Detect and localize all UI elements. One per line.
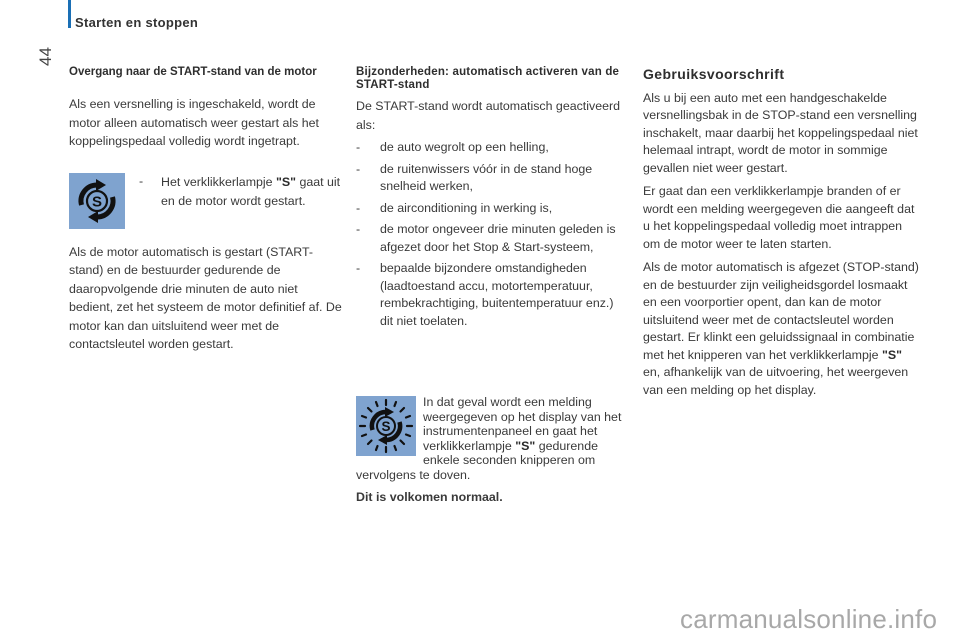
indicator-text	[161, 173, 344, 211]
list-item-text: de motor ongeveer drie minuten geleden is afgezet door het Stop & Start-systeem,	[380, 222, 616, 254]
paragraph-gear-engaged: Als een versnelling is ingeschakeld, wordt de motor alleen automatisch weer gestart als het koppelingspedaal volledig wordt ingetrapt.	[69, 97, 320, 148]
list-item	[356, 260, 626, 330]
activation-conditions-list	[356, 139, 626, 330]
list-item	[356, 161, 626, 196]
list-item	[356, 200, 626, 218]
heading-auto-activation: Bijzonderheden: automatisch activeren van de START-stand	[356, 66, 620, 91]
seatbelt-s-label: "S"	[881, 347, 902, 362]
paragraph-definitive-stop: Als de motor automatisch is gestart (START-stand) en de bestuurder gedurende de daaropvolgende drie minuten de auto niet bedient, zet het systeem de motor definitief af. De motor kan dan uitsluitend weer met de contactsleutel worden gestart.	[69, 244, 342, 351]
bullet-dash: -	[356, 161, 361, 176]
flashing-indicator-note	[356, 395, 628, 505]
heading-usage-instructions: Gebruiksvoorschrift	[643, 66, 785, 82]
seatbelt-text-pre: Als de motor automatisch is afgezet (STOP-stand) en de bestuurder zijn veiligheidsgordel losmaakt en een voorportier opent, dan kan de motor uitsluitend weer met de contactsleutel worden gestart. Er klinkt een geluidssignaal in combinatie met het knipperen van het verklikkerlampje	[643, 260, 919, 362]
header-accent-bar	[68, 0, 71, 28]
bullet-dash: -	[356, 140, 361, 154]
svg-text:S: S	[381, 419, 391, 434]
s-indicator-flashing-icon	[356, 396, 416, 456]
list-item	[356, 139, 626, 157]
seatbelt-text-post: en, afhankelijk van de uitvoering, het weergeven van een melding op het display.	[643, 365, 909, 397]
bullet-dash: -	[356, 261, 361, 275]
flashing-s-label: "S"	[515, 438, 536, 453]
indicator-s-label: "S"	[276, 174, 297, 189]
svg-text:S: S	[91, 193, 103, 210]
column-auto-activation	[356, 66, 626, 336]
list-item	[356, 221, 626, 256]
paragraph-seatbelt-door	[643, 259, 921, 399]
flashing-note-text-post: gedurende enkele seconden knipperen om vervolgens te doven.	[356, 438, 598, 482]
list-item-text: bepaalde bijzondere omstandigheden (laadtoestand accu, motortemperatuur, rembekrachtiging, buitentemperatuur enz.) dit niet toelaten.	[380, 261, 614, 328]
s-indicator-icon	[69, 173, 125, 229]
bullet-dash: -	[356, 222, 361, 236]
bullet-dash: -	[139, 173, 144, 188]
list-item-text: de ruitenwissers vóór in de stand hoge snelheid werken,	[380, 161, 593, 193]
indicator-text-post: gaat uit en de motor wordt gestart.	[161, 174, 341, 208]
normal-behaviour-note: Dit is volkomen normaal.	[356, 490, 503, 504]
paragraph-clutch-not-pressed: Als u bij een auto met een handgeschakelde versnellingsbak in de STOP-stand een versnelling inschakelt, maar daarbij het koppelingspedaal niet helemaal intrapt, wordt de motor in sommige gevallen niet weer gestart.	[643, 90, 918, 175]
list-item-text: de auto wegrolt op een helling,	[380, 140, 549, 154]
section-title: Starten en stoppen	[75, 15, 199, 30]
list-item-text: de airconditioning in werking is,	[380, 200, 553, 215]
flashing-note-text-pre: In dat geval wordt een melding weergegeven op het display van het instrumentenpaneel en gaat het verklikkerlampje	[423, 395, 622, 453]
indicator-note	[69, 173, 344, 229]
column-usage-instructions	[643, 66, 921, 405]
bullet-dash: -	[356, 200, 361, 215]
indicator-text-pre: Het verklikkerlampje	[161, 174, 276, 189]
watermark-link[interactable]: carmanualsonline.info	[680, 604, 938, 634]
paragraph-warning-lamp: Er gaat dan een verklikkerlampje branden of er wordt een melding weergegeven die aangeeft dat u het koppelingspedaal volledig moet intrappen om de motor weer te laten starten.	[643, 184, 915, 251]
column-start-transition	[69, 66, 344, 360]
paragraph-activation-intro: De START-stand wordt automatisch geactiveerd als:	[356, 99, 620, 132]
page-number: 44	[36, 47, 55, 66]
heading-start-transition: Overgang naar de START-stand van de motor	[69, 66, 317, 78]
